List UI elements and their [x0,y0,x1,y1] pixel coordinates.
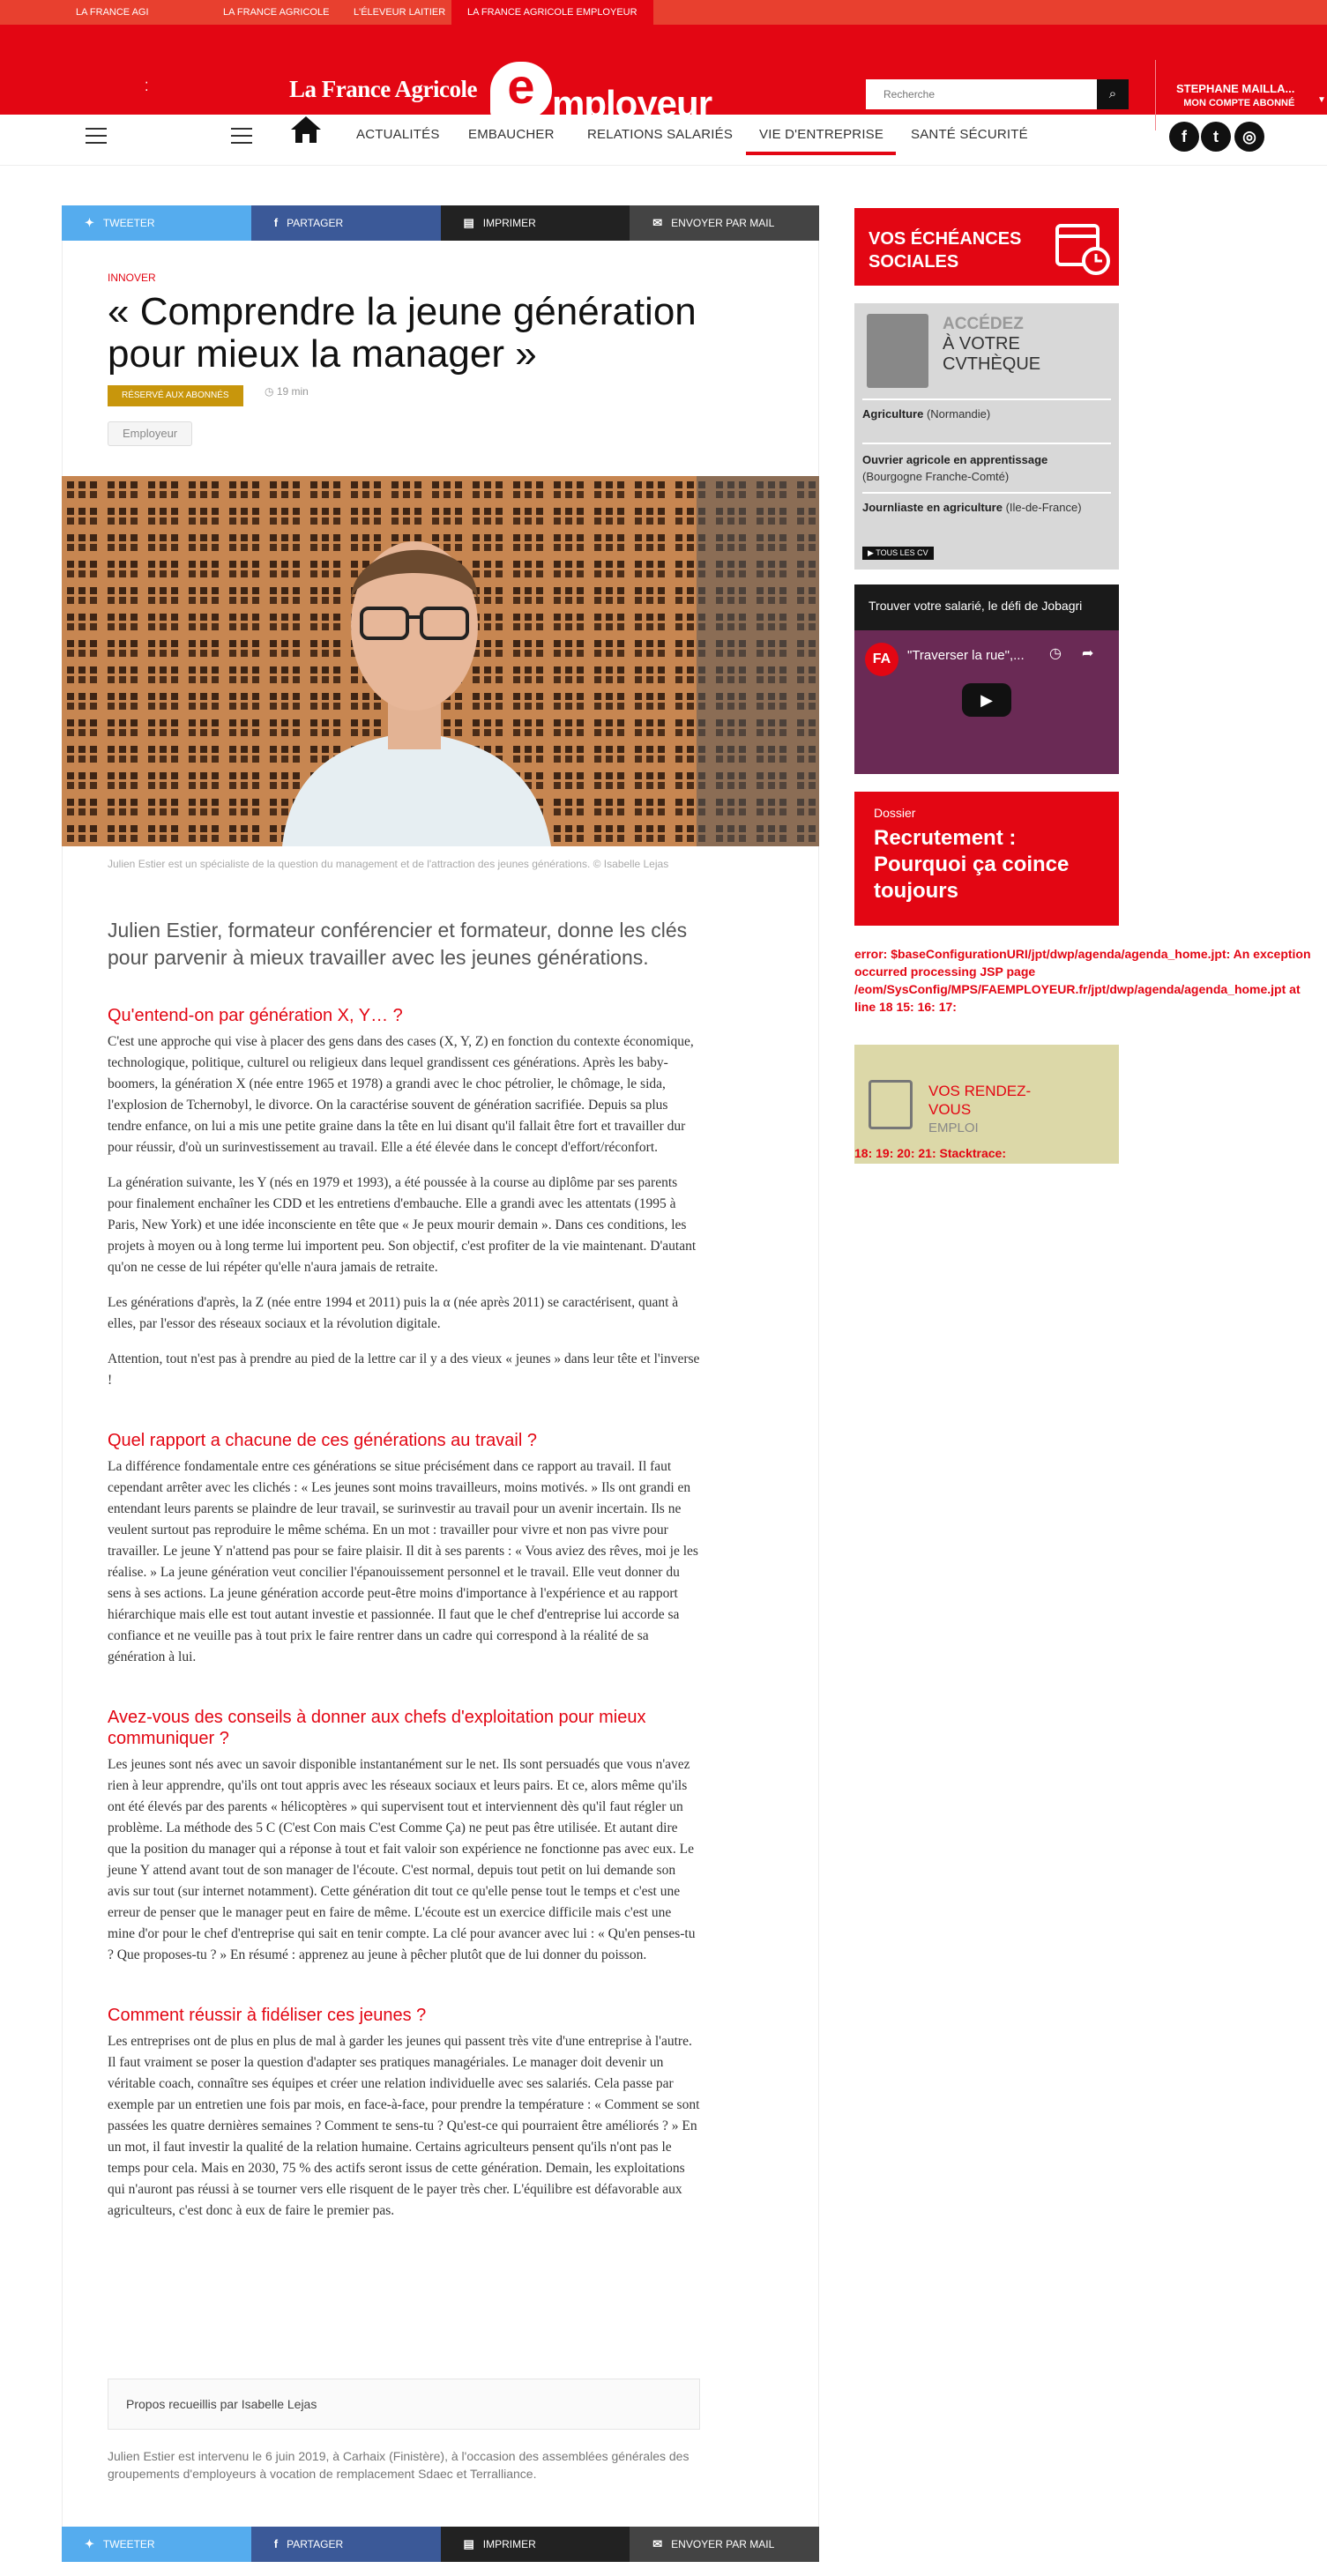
cv-item-place: (Bourgogne Franche-Comté) [862,470,1010,483]
section-heading: Quel rapport a chacune de ces générations au travail ? [108,1431,537,1450]
logo-e-mark: e [490,62,552,120]
tweet-label: TWEETER [102,2538,155,2550]
rdv-title: VOS RENDEZ-VOUS [928,1083,1032,1118]
article-body [108,1005,700,2236]
calendar-clock-icon [1054,219,1112,277]
site-link-eleveur[interactable]: L'ÉLEVEUR LAITIER [354,7,446,18]
cv-item-title: Agriculture [862,407,924,421]
logo-text: La France Agricole [289,76,477,102]
cv-item-place: (Normandie) [926,407,991,421]
twitter-icon: ✦ [85,216,94,229]
read-time-value: 19 min [276,385,309,398]
divider [862,398,1111,400]
video-player[interactable] [854,630,1119,774]
search-input[interactable] [866,79,1097,109]
stacktrace-message: 18: 19: 20: 21: Stacktrace: [854,1146,1006,1160]
article-lead: Julien Estier, formateur conférencier et formateur, donne les clés pour parvenir à mieux travailler avec les jeunes générations. [108,919,688,969]
instagram-icon[interactable]: ◎ [1234,122,1264,152]
twitter-icon: ✦ [85,2537,94,2550]
section-heading: Avez-vous des conseils à donner aux chefs d'exploitation pour mieux communiquer ? [108,1708,646,1748]
hamburger-menu-icon[interactable] [86,128,107,144]
article-kicker[interactable]: INNOVER [108,272,156,284]
hamburger-menu-icon[interactable] [231,128,252,144]
paragraph: C'est une approche qui vise à placer des gens dans des cases (X, Y, Z) en fonction du contexte économique, technologique, politique, culturel ou religieux dans lequel grandissent ces générations. Après les baby-boomers, la génération X (née entre 1965 et 1978) a grandi avec le choc pétrolier, le chômage, le sida, l'explosion de Tchernobyl, le divorce. On la caractérise souvent de génération sacrifiée. Depuis sa plus tendre enfance, on lui a mis une petite graine dans la tête en lui disant qu'il fallait être fort et travailler dur pour réussir, d'où un surinvestissement au travail. Elle a été élevée dans le concept d'effort/réconfort. [108,1034,694,1155]
article-footnote: Julien Estier est intervenu le 6 juin 2019, à Carhaix (Finistère), à l'occasion des assemblées générales des groupements d'employeurs à vocation de remplacement Sdaec et Terralliance. [108,2449,690,2481]
paragraph: Les générations d'après, la Z (née entre 1994 et 2011) puis la α (née après 2011) se caractérisent, quant à elles, par l'essor des réseaux sociaux et la révolution digitale. [108,1295,679,1331]
share-bar-bottom [62,2527,819,2562]
menu-dot-icon: ⁚ [145,79,149,93]
logo-employeur-text: mployeur [552,83,712,124]
paragraph: La différence fondamentale entre ces générations se situe précisément dans ce rapport au travail. Il faut cependant arrêter avec les clichés : « Les jeunes sont moins travailleurs, moins motivés. » Ils ont grandi en entendant leurs parents se plaindre de leur travail, se surinvestir au travail pour un avenir incertain. Ils ne veulent surtout pas reproduire le même schéma. En un mot : travailler pour vivre et non pas vivre pour travailler. Le jeune Y n'attend pas pour se faire plaisir. Il dit à ses parents : « Vous aviez des rêves, moi je les réalise. » La jeune génération veut concilier l'épanouissement personnel et le travail. Elle veut donner du sens à ses actions. La jeune génération accorde peut-être moins d'importance à l'expérience et au rapport hiérarchique mais elle est tout autant investie et passionnée. Il faut que le chef d'entreprise lui accorde sa confiance et ne veuille pas à tout prix le faire rentrer dans un cadre qui correspond à la réalité de sa génération à lui. [108,1459,698,1664]
clock-icon: ◷ [265,385,277,398]
facebook-icon: f [273,216,279,229]
cv-item[interactable] [862,499,1111,516]
play-button[interactable]: ▶ [962,683,1011,717]
portrait-image [62,476,819,846]
cv-document-icon [867,314,928,388]
video-widget-title: Trouver votre salarié, le défi de Jobagri [869,599,1083,613]
mail-icon: ✉ [652,216,663,229]
user-subscription: MON COMPTE ABONNÉ [1183,98,1295,108]
dossier-widget[interactable] [854,792,1119,926]
site-link-employeur[interactable]: LA FRANCE AGRICOLE EMPLOYEUR [451,0,653,25]
facebook-share-button[interactable] [251,2527,441,2562]
jsp-error-message: error: $baseConfigurationURI/jpt/dwp/agenda/agenda_home.jpt: An exception occurred processing JSP page /eom/SysConfig/MPS/FAEMPLOYEUR.fr/jpt/dwp/agenda/agenda_home.jpt at line 18 15: 16: 17: [854,947,1311,1014]
email-button[interactable] [630,205,819,241]
nav-embaucher[interactable]: EMBAUCHER [468,127,555,142]
nav-relations-salaries[interactable]: RELATIONS SALARIÉS [587,127,734,142]
email-button[interactable] [630,2527,819,2562]
cvtheque-kicker: ACCÉDEZ [943,315,1024,333]
nav-vie-entreprise[interactable]: VIE D'ENTREPRISE [759,127,884,142]
mail-label: ENVOYER PAR MAIL [671,217,775,229]
mail-label: ENVOYER PAR MAIL [671,2538,775,2550]
play-icon: ▶ [868,548,876,557]
facebook-icon[interactable]: f [1169,122,1199,152]
all-cv-label: TOUS LES CV [876,548,928,557]
chevron-down-icon[interactable]: ▼ [1317,95,1326,105]
video-widget [854,584,1119,774]
print-label: IMPRIMER [482,2538,536,2550]
cvtheque-title: À VOTRE CVTHÈQUE [943,334,1041,374]
cvtheque-widget [854,303,1119,570]
echeances-sociales-widget[interactable] [854,208,1119,286]
interview-credit: Propos recueillis par Isabelle Lejas [108,2379,700,2430]
tweet-button[interactable] [62,2527,251,2562]
photo-caption: Julien Estier est un spécialiste de la question du management et de l'attraction des jeunes générations. © Isabelle Lejas [108,858,669,870]
top-site-bar [0,0,1327,25]
cvtheque-heading[interactable] [943,314,1119,375]
clock-icon[interactable]: ◷ [1049,646,1062,661]
user-account-menu[interactable] [1176,81,1294,111]
channel-avatar: FA [865,643,898,676]
user-name: STEPHANE MAILLA... [1176,82,1295,95]
share-label: PARTAGER [287,217,344,229]
tweet-button[interactable] [62,205,251,241]
print-button[interactable] [441,205,630,241]
dossier-kicker: Dossier [874,806,916,820]
paragraph: Les entreprises ont de plus en plus de mal à garder les jeunes qui passent très vite d'une entreprise à l'autre. Il faut vraiment se poser la question d'adapter ses pratiques managériales. Le manager doit devenir un véritable coach, connaître ses équipes et créer une relation individuelle avec ses salariés. Cela passe par exemple par un entretien une fois par mois, en face-à-face, pour prendre la température : « Comment se sont passées les quatre dernières semaines ? Comment te sens-tu ? Qu'est-ce qui pourraient être améliorés ? » En un mot, il faut investir la qualité de la relation humaine. Certains agriculteurs pensent qu'ils n'ont pas le temps pour cela. Mais en 2030, 75 % des actifs seront issus de cette génération. Demain, les exploitations qui n'auront pas réussi à se tourner vers elle risquent de le payer très cher. L'équilibre est défavorable aux agriculteurs, c'est donc à eux de faire le premier pas. [108,2034,700,2218]
paragraph: La génération suivante, les Y (nés en 1979 et 1993), a été poussée à la course au diplôme par ses parents pour finalement enchaîner les CDD et les entretiens d'embauche. Elle a grandi avec les attentats (1995 à Paris, New York) et une idée inconsciente en tête que « Je peux mourir demain ». Dans ces conditions, les projets à moyen ou à long terme lui importent peu. Son objectif, c'est profiter de la vie maintenant. D'autant qu'on ne cesse de lui répéter qu'elle n'aura jamais de retraite. [108,1175,697,1275]
divider [862,443,1111,444]
nav-active-indicator [746,152,896,155]
cv-item-place: (Ile-de-France) [1005,501,1082,514]
print-button[interactable] [441,2527,630,2562]
share-label: PARTAGER [287,2538,344,2550]
section-heading: Comment réussir à fidéliser ces jeunes ? [108,2006,427,2025]
article-photo [62,476,819,846]
printer-icon: ▤ [463,2537,474,2550]
tweet-label: TWEETER [102,217,155,229]
home-icon[interactable] [289,115,323,145]
video-caption: "Traverser la rue",... [907,648,1025,663]
cv-item-title: Ouvrier agricole en apprentissage [862,453,1048,466]
rdv-subtitle: EMPLOI [928,1120,979,1135]
facebook-icon: f [273,2537,279,2550]
site-link-lfa-gi[interactable]: LA FRANCE AGI [76,7,149,18]
cv-item[interactable] [862,451,1111,485]
article-tag[interactable]: Employeur [108,421,192,446]
section-heading: Qu'entend-on par génération X, Y… ? [108,1006,403,1025]
article-title: « Comprendre la jeune génération pour mieux la manager » [108,290,697,376]
subscriber-badge: RÉSERVÉ AUX ABONNÉS [108,385,243,406]
dossier-title: Recrutement : Pourquoi ça coince toujours [874,826,1070,903]
all-cv-link[interactable] [862,547,934,560]
print-label: IMPRIMER [482,217,536,229]
read-time [265,385,309,398]
twitter-icon[interactable]: t [1201,122,1231,152]
echeances-title: VOS ÉCHÉANCES SOCIALES [869,229,1022,272]
cv-item-title: Journliaste en agriculture [862,501,1003,514]
mail-icon: ✉ [652,2537,663,2550]
cv-item[interactable] [862,406,1111,422]
nav-sante-securite[interactable]: SANTÉ SÉCURITÉ [911,127,1028,142]
header [0,25,1327,124]
share-bar-top [62,205,819,241]
share-icon[interactable]: ➦ [1082,646,1094,661]
calendar-icon [869,1080,913,1129]
site-link-lfa[interactable]: LA FRANCE AGRICOLE [223,7,330,18]
divider [862,492,1111,494]
paragraph: Les jeunes sont nés avec un savoir disponible instantanément sur le net. Ils sont persuadés que vous n'avez rien à leur apprendre, qu'ils ont tout appris avec les réseaux sociaux et leurs pairs. Et ce, alors même qu'ils ont été élevés par des parents « hélicoptères » qui supervisent tout et interviennent dès qu'il faut régler un problème. La méthode des 5 C (C'est Con mais C'est Comme Ça) ne peut pas être utilisée. Et autant dire que la position du manager qui a réponse à tout et fait valoir son expérience ne fonctionne pas avec eux. Le jeune Y attend avant tout de son manager de l'écoute. C'est normal, depuis tout petit on lui demande son avis sur tout (sur internet notamment). Cette génération dit tout ce qu'elle pense tout le temps et c'est une erreur de penser que le manager peut en faire de même. L'écoute est un exercice difficile mais c'est une mine d'or pour le chef d'entreprise qui sait en tenir compte. La clé pour avancer avec lui : « Qu'en penses-tu ? Que proposes-tu ? » En résumé : apprenez au jeune à pêcher plutôt que de lui donner du poisson. [108,1757,696,1962]
paragraph: Attention, tout n'est pas à prendre au pied de la lettre car il y a des vieux « jeunes » dans leur tête et l'inverse ! [108,1351,700,1388]
printer-icon: ▤ [463,216,474,229]
search-icon: ⌕ [1108,86,1117,101]
nav-actualites[interactable]: ACTUALITÉS [356,127,440,142]
search-button[interactable] [1097,79,1129,109]
facebook-share-button[interactable] [251,205,441,241]
